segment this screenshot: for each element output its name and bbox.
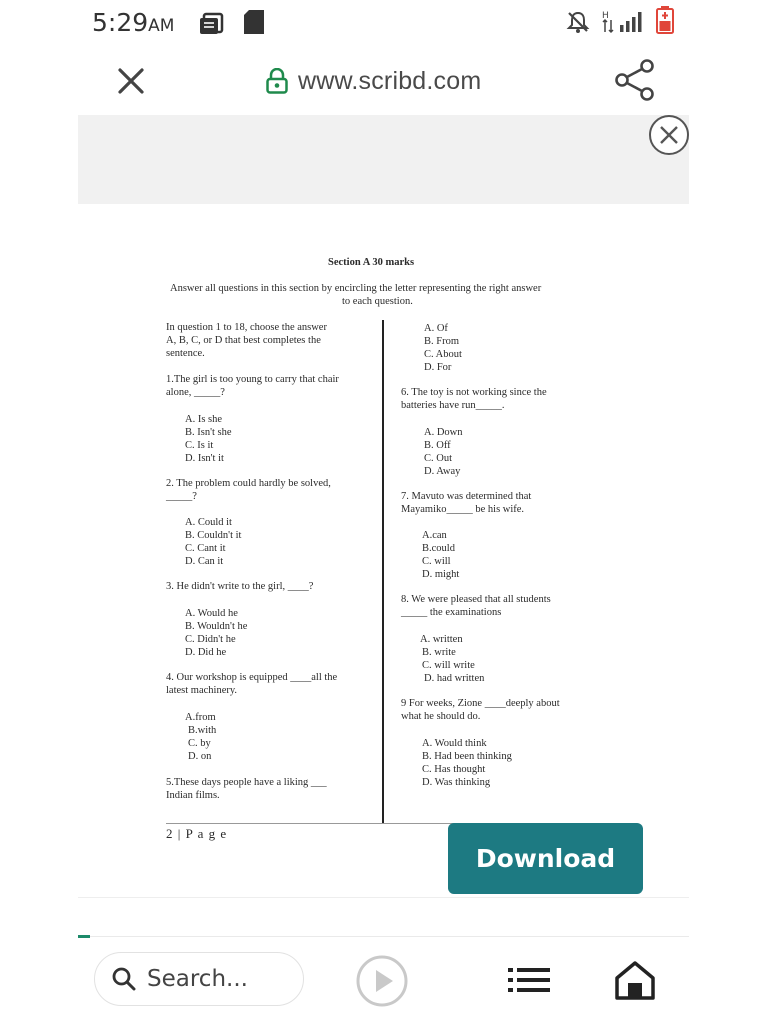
option: C. Has thought [422,764,486,775]
option: D. Did he [185,647,227,658]
search-icon [111,966,137,992]
option: C. Is it [185,440,214,451]
option: B. Had been thinking [422,751,512,762]
divider [78,936,689,937]
instruction-line2: to each question. [342,296,413,307]
option: A. Would think [422,738,487,749]
option: B. Wouldn't he [185,621,248,632]
question-7: Mayamiko_____ be his wife. [401,504,525,515]
status-ampm: AM [148,16,175,36]
option: B. Couldn't it [185,530,242,541]
option: A. Could it [185,517,232,528]
search-placeholder: Search... [147,966,248,992]
url-bar[interactable] [266,64,481,98]
option: C. About [424,349,462,360]
option: C. Out [424,453,453,464]
option: A. Down [424,427,463,438]
option: B. Isn't she [185,427,232,438]
option: B. Off [424,440,451,451]
option: B. write [422,647,456,658]
share-icon[interactable] [612,58,658,102]
url-text: www.scribd.com [298,66,482,95]
option: D. had written [424,673,485,684]
ad-banner [78,115,689,204]
option: B.with [188,725,217,736]
question-5: 5.These days people have a liking ___ [166,777,327,788]
question-3: 3. He didn't write to the girl, ____? [166,581,314,592]
svg-text:H: H [602,11,609,21]
option: D. on [188,751,212,762]
mute-icon [566,10,590,34]
question-1: alone, _____? [166,387,225,398]
question-8: 8. We were pleased that all students [401,594,551,605]
list-icon[interactable] [506,962,552,998]
question-5: Indian films. [166,790,220,801]
option: D. Can it [185,556,224,567]
question-8: _____ the examinations [401,607,502,618]
question-2: 2. The problem could hardly be solved, [166,478,331,489]
sd-card-icon [244,10,264,34]
play-icon[interactable] [356,955,408,1007]
divider [78,897,689,898]
lock-icon [266,68,288,94]
intro-line: A, B, C, or D that best completes the [166,335,321,346]
option: D. might [422,569,460,580]
option: C. will write [422,660,475,671]
question-9: 9 For weeks, Zione ____deeply about [401,698,560,709]
question-7: 7. Mavuto was determined that [401,491,532,502]
status-time: 5:29AM [92,8,175,37]
option: C. will [422,556,451,567]
page-number: 2 | P a g e [166,826,228,841]
option: A.can [422,530,447,541]
option: B.could [422,543,455,554]
search-input[interactable] [94,952,304,1006]
question-9: what he should do. [401,711,481,722]
intro-line: In question 1 to 18, choose the answer [166,322,327,333]
close-ad-icon[interactable] [648,114,690,156]
question-6: 6. The toy is not working since the [401,387,547,398]
question-4: latest machinery. [166,685,238,696]
option: D. Away [424,466,461,477]
status-bar [0,0,768,44]
option: C. by [188,738,211,749]
download-button[interactable]: Download [448,823,643,894]
intro-line: sentence. [166,348,205,359]
option: D. Isn't it [185,453,224,464]
option: A. Is she [185,414,223,425]
home-icon[interactable] [613,958,657,1002]
option: A.from [185,712,216,723]
option: B. From [424,336,460,347]
battery-icon [656,6,674,34]
document-page [78,204,689,896]
option: C. Didn't he [185,634,236,645]
signal-icon [602,8,650,34]
option: C. Cant it [185,543,226,554]
option: D. For [424,362,452,373]
question-4: 4. Our workshop is equipped ____all the [166,672,338,683]
section-title: Section A 30 marks [328,257,415,268]
question-2: _____? [166,491,197,502]
option: A. Of [424,323,448,334]
option: A. written [420,634,463,645]
option: D. Was thinking [422,777,491,788]
close-icon[interactable] [112,62,150,100]
reading-progress-bar [78,935,90,938]
question-1: 1.The girl is too young to carry that chair [166,374,339,385]
option: A. Would he [185,608,238,619]
column-divider [382,320,384,823]
instruction-line1: Answer all questions in this section by encircling the letter representing the right answer [170,283,542,294]
question-6: batteries have run_____. [401,400,505,411]
copy-icon [200,12,224,34]
